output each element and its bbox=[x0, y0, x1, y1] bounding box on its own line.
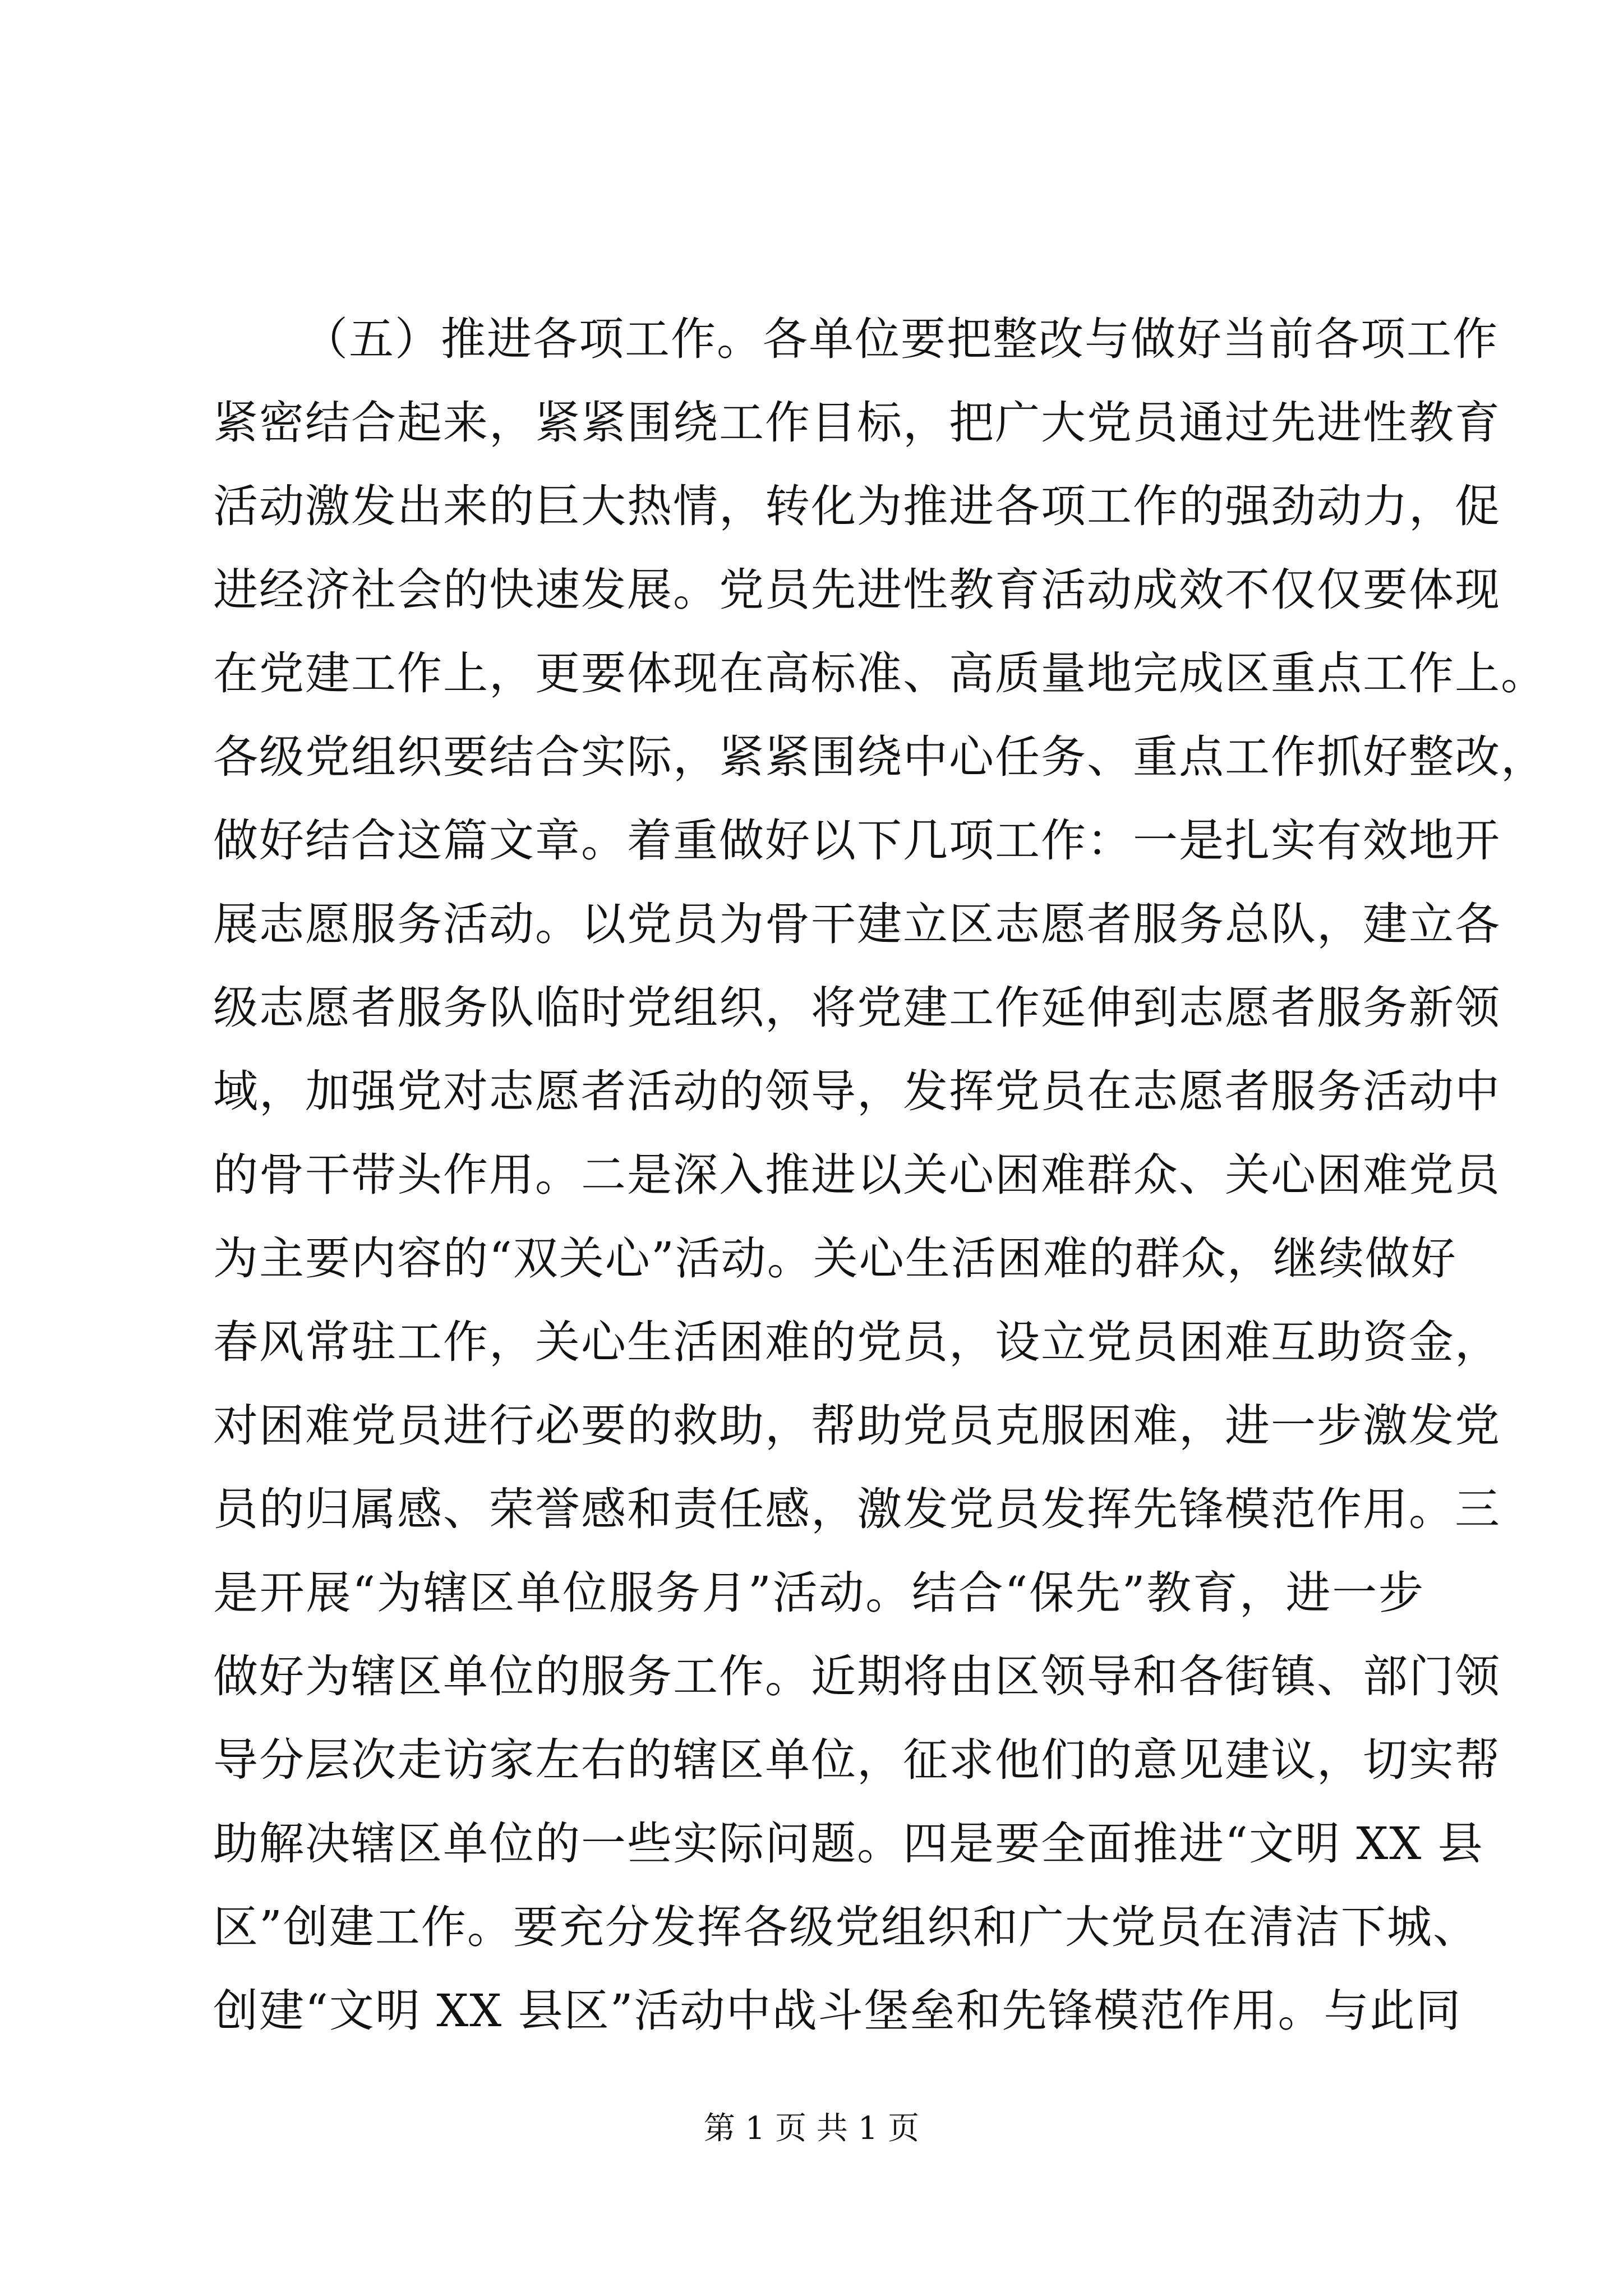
paragraph-line: 对困难党员进行必要的救助，帮助党员克服困难，进一步激发党 bbox=[213, 1400, 1501, 1452]
paragraph-line: 做好为辖区单位的服务工作。近期将由区领导和各街镇、部门领 bbox=[213, 1650, 1501, 1703]
paragraph-line: 春风常驻工作，关心生活困难的党员，设立党员困难互助资金， bbox=[213, 1316, 1501, 1368]
paragraph-line: 的骨干带头作用。二是深入推进以关心困难群众、关心困难党员 bbox=[213, 1149, 1501, 1201]
paragraph-line: 各级党组织要结合实际，紧紧围绕中心任务、重点工作抓好整改， bbox=[213, 731, 1547, 783]
paragraph-line: 域，加强党对志愿者活动的领导，发挥党员在志愿者服务活动中 bbox=[213, 1065, 1501, 1117]
paragraph-line: 员的归属感、荣誉感和责任感，激发党员发挥先锋模范作用。三 bbox=[213, 1483, 1501, 1535]
paragraph-line: 区”创建工作。要充分发挥各级党组织和广大党员在清洁下城、 bbox=[213, 1901, 1479, 1953]
page-footer bbox=[0, 2109, 1623, 2148]
paragraph-line: 展志愿服务活动。以党员为骨干建立区志愿者服务总队，建立各 bbox=[213, 898, 1501, 950]
paragraph-line: 在党建工作上，更要体现在高标准、高质量地完成区重点工作上。 bbox=[213, 647, 1547, 700]
paragraph-line: 导分层次走访家左右的辖区单位，征求他们的意见建议，切实帮 bbox=[213, 1734, 1501, 1786]
page-number: 第 1 页 共 1 页 bbox=[703, 2110, 920, 2147]
paragraph-line: 活动激发出来的巨大热情，转化为推进各项工作的强劲动力，促 bbox=[213, 480, 1501, 532]
paragraph-line: 紧密结合起来，紧紧围绕工作目标，把广大党员通过先进性教育 bbox=[213, 397, 1501, 449]
paragraph-line: 为主要内容的“双关心”活动。关心生活困难的群众，继续做好 bbox=[213, 1232, 1457, 1285]
paragraph-line: 进经济社会的快速发展。党员先进性教育活动成效不仅仅要体现 bbox=[213, 564, 1501, 616]
paragraph-line: 做好结合这篇文章。着重做好以下几项工作：一是扎实有效地开 bbox=[213, 815, 1501, 867]
paragraph-line: 创建“文明 XX 县区”活动中战斗堡垒和先锋模范作用。与此同 bbox=[213, 1985, 1462, 2037]
paragraph-line: 级志愿者服务队临时党组织，将党建工作延伸到志愿者服务新领 bbox=[213, 982, 1501, 1034]
paragraph-line: 助解决辖区单位的一些实际问题。四是要全面推进“文明 XX 县 bbox=[213, 1818, 1484, 1870]
paragraph-line: （五）推进各项工作。各单位要把整改与做好当前各项工作 bbox=[303, 313, 1498, 365]
body-paragraph bbox=[213, 297, 1547, 2053]
paragraph-line: 是开展“为辖区单位服务月”活动。结合“保先”教育，进一步 bbox=[213, 1567, 1424, 1619]
